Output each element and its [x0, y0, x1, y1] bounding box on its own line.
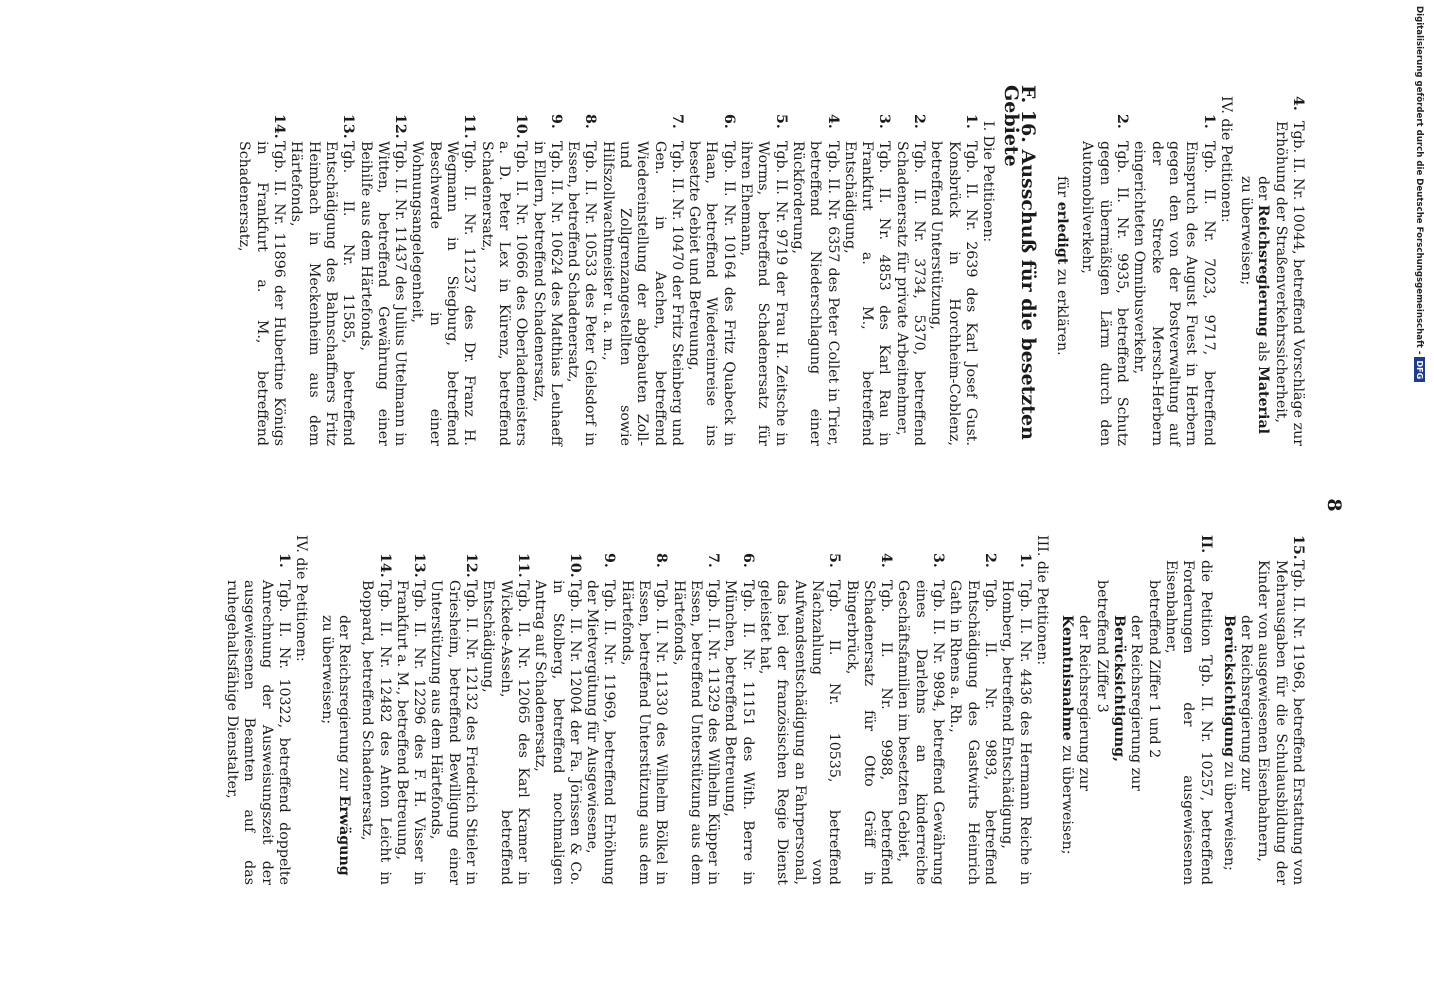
- item-text: Tgb. II. Nr. 12065 des Karl Kramer in Wickede-Asseln, betreffend Entschädigung,: [480, 580, 531, 885]
- item-text: Tgb. II. Nr. 11151 des With. Berre in München, betreffend Betreuung,: [722, 580, 756, 885]
- petition-item: [737, 96, 789, 446]
- item-number: 3.: [876, 114, 893, 129]
- decision-text: der Reichsregierung zur: [1128, 615, 1145, 791]
- decision-bold: Erwägung: [335, 795, 352, 876]
- item-text: Tgb. II. Nr. 10470 der Fritz Steinberg und Gen. in Aachen, betreffend Wiedereinstellung der abgebauten Zoll- und Zollgrenzangestellten sowie Hilfszollwachtmeister u. a. m.,: [599, 141, 685, 446]
- petition-item-15: [1254, 535, 1306, 885]
- decision-bold: Berücksichtigung: [1220, 615, 1237, 758]
- decision-bold: Material: [1255, 366, 1272, 435]
- item-text: Tgb. II. Nr. 10322, betreffend doppelte Anrechnung der Ausweisungszeit der ausgewiesenen Beamten auf das ruhegehaltsfähige Dienstalter,: [224, 580, 293, 885]
- item-number: 2.: [981, 553, 998, 568]
- petition-item: [946, 535, 998, 885]
- petition-item: [358, 535, 393, 885]
- decision: [1110, 535, 1145, 885]
- decision-text: der Reichsregierung zur: [335, 615, 352, 791]
- item-text: Tgb. II. Nr. 11968, betreffend Erstattung von Mehrausgaben für die Schulausbildung der Kinder von ausgewiesenen Eisenbahnern,: [1255, 560, 1306, 885]
- petition-item: [477, 96, 529, 446]
- decision-text: der: [1255, 176, 1272, 201]
- item-text: Tgb. II. Nr. 6357 des Peter Collet in Trier, betreffend Niederschlagung einer Rückforderung,: [789, 141, 841, 446]
- petition-item: [669, 535, 721, 885]
- part-label: betreffend Ziffer 1 und 2: [1145, 580, 1162, 759]
- item-text: Tgb. II. Nr. 3734, 5370, betreffend Schadenersatz für private Arbeitnehmer,: [893, 141, 928, 446]
- item-text: Tgb. II. Nr. 10533 des Peter Gielsdorf in Essen, betreffend Schadenersatz,: [565, 141, 599, 446]
- item-text: die Petition Tgb. II. Nr. 10257, betreffend Forderungen der ausgewiesenen Eisenbahner,: [1162, 560, 1214, 885]
- item-text: Tgb. II. Nr. 10624 des Matthias Leuhaeff in Ellern, betreffend Schadenersatz,: [530, 141, 564, 446]
- item-text: Tgb. II. Nr. 4436 des Hermann Reiche in Homberg, betreffend Entschädigung,: [999, 580, 1033, 885]
- item-number: 12.: [463, 553, 480, 578]
- section-heading: IV. die Petitionen:: [293, 535, 310, 662]
- item-text: Tgb. II. Nr. 11329 des Wilhelm Küpper in Essen, betreffend Unterstützung aus dem Härtefonds,: [670, 580, 722, 885]
- petition-item: [1130, 96, 1216, 446]
- item-text: Tgb. II. Nr. 12296 des F. H. Visser in Frankfurt a. M., betreffend Betreuung,: [393, 580, 428, 885]
- petition-section-ii: [1162, 535, 1214, 885]
- decision-text: der Reichsregierung zur: [1238, 615, 1255, 791]
- decision-bold: Berücksichtigung,: [1111, 615, 1128, 762]
- petition-item: [721, 535, 756, 885]
- item-number: 14.: [271, 114, 288, 139]
- item-number: 10.: [566, 553, 583, 578]
- petition-item: [427, 535, 479, 885]
- decision: [1220, 535, 1255, 885]
- petition-item: [598, 96, 684, 446]
- item-number: 3.: [930, 553, 947, 568]
- item-text: Tgb. II. Nr. 4853 des Karl Rau in Frankfurt a. M., betreffend Entschädigung,: [841, 141, 893, 446]
- page-number: 8: [1323, 498, 1345, 512]
- item-number: 5.: [772, 114, 789, 129]
- petition-item: [685, 96, 737, 446]
- item-number: 15.: [1290, 535, 1306, 560]
- item-number: 12.: [392, 114, 409, 139]
- item-number: 4.: [878, 553, 895, 568]
- petition-item: [287, 96, 356, 446]
- item-text: Tgb. II. Nr. 11437 des Julius Uttelmann in Witten, betreffend Gewährung einer Beihilfe aus dem Härtefonds,: [357, 141, 409, 446]
- item-number: 7.: [668, 114, 685, 129]
- item-number: 6.: [739, 553, 756, 568]
- decision: [1058, 535, 1093, 885]
- item-text: Tgb. II. Nr. 9894, betreffend Gewährung eines Darlehns an kinderreiche Geschäftsfamilien im besetzten Gebiet,: [895, 580, 947, 885]
- item-number: 9.: [601, 553, 618, 568]
- item-number: 8.: [582, 114, 599, 129]
- digitization-credit: [1414, 6, 1425, 386]
- decision-text: zu überweisen;: [1238, 176, 1255, 286]
- item-number: 11.: [461, 114, 478, 139]
- item-text: Tgb. II. Nr. 10044, betreffend Vorschläge zur Erhöhung der Straßenverkehrssicherheit,: [1272, 121, 1306, 446]
- item-text: Tgb. II. Nr. 11237 des Dr. Franz H. Wegmann in Siegburg, betreffend Beschwerde in einer Wohnungsangelegenheit,: [409, 141, 478, 446]
- petition-item: [408, 96, 477, 446]
- decision-text: der Reichsregierung zur: [1076, 615, 1093, 791]
- petition-item: [393, 535, 428, 885]
- section-heading: III. die Petitionen:: [1033, 535, 1050, 666]
- item-number: 13.: [411, 553, 428, 578]
- item-text: Tgb. II. Nr. 7023, 9717, betreffend Einspruch des August Fuest in Herbern gegen den von der Postverwaltung auf der Strecke Mersch-Herbern eingerichteten Omnibusverkehr,: [1131, 141, 1217, 446]
- petition-item: [789, 96, 841, 446]
- petition-item: [617, 535, 669, 885]
- item-number: 1.: [1200, 114, 1217, 129]
- petition-item: [892, 96, 927, 446]
- item-text: Tgb. II. Nr. 12482 des Anton Leicht in Boppard, betreffend Schadenersatz,: [359, 580, 393, 885]
- petition-item: [998, 535, 1033, 885]
- item-text: Tgb. II. Nr. 12132 des Friedrich Stieler in Griesheim, betreffend Bewilligung einer Unterstützung aus dem Härtefonds,: [428, 580, 480, 885]
- item-text: Tgb. II. Nr. 9719 der Frau H. Zeitsche in Worms, betreffend Schadenersatz für ihren Ehemann,: [738, 141, 789, 446]
- item-text: Tgb. II. Nr. 11330 des Wilhelm Bölkel in Essen, betreffend Unterstützung aus dem Härtefonds,: [618, 580, 670, 885]
- petition-item: [1078, 96, 1130, 446]
- item-number: 10.: [513, 114, 530, 139]
- decision-bold: Kenntnisnahme: [1059, 615, 1076, 741]
- petition-item: [894, 535, 946, 885]
- part-label: betreffend Ziffer 3: [1093, 580, 1110, 713]
- item-number: 13.: [340, 114, 357, 139]
- petition-item: [531, 535, 583, 885]
- item-number: 5.: [826, 553, 843, 568]
- item-number: 8.: [653, 553, 670, 568]
- committee-heading: F. 16. Ausschuß für die besetzten Gebiete: [999, 85, 1039, 440]
- decision-bold: Reichsregierung: [1255, 204, 1272, 337]
- item-number: 2.: [911, 114, 928, 129]
- left-column: [235, 85, 1306, 446]
- item-text: Tgb. II. Nr. 9893, betreffend Entschädigung des Gastwirts Heinrich Gath in Rhens a. Rh.,: [947, 580, 998, 885]
- decision-text: zu überweisen;: [1220, 761, 1237, 871]
- petition-item: [583, 535, 618, 885]
- petition-item: [356, 96, 408, 446]
- decision-text: zu überweisen;: [1059, 745, 1076, 855]
- item-number: 9.: [547, 114, 564, 129]
- petition-item: [841, 96, 893, 446]
- item-text: Tgb. II. Nr. 12004 der Fa. Jörissen & Co. in Stolberg, betreffend nochmaligen Antrag auf Schadenersatz,: [532, 580, 583, 885]
- item-text: Tgb. II. Nr. 11896 der Hubertine Königs in Frankfurt a. M., betreffend Schadenersatz,: [236, 141, 288, 446]
- item-text: Tgb. II. Nr. 10164 des Fritz Quabeck in Haan, betreffend Wiedereinreise ins besetzte Gebiet und Betreuung,: [686, 141, 737, 446]
- item-text: Tgb. II. Nr. 10535, betreffend Nachzahlung von Aufwandsentschädigung an Fahrpersonal, das bei der französischen Regie Dienst geleistet hat,: [757, 580, 843, 885]
- petition-item: [756, 535, 842, 885]
- item-text: Tgb. II. Nr. 11969, betreffend Erhöhung der Mietvergütung für Ausgewiesene,: [584, 580, 618, 885]
- item-number: 6.: [720, 114, 737, 129]
- item-number: 4.: [1290, 96, 1306, 111]
- decision-text: zu überweisen;: [318, 615, 335, 725]
- section-heading: IV. die Petitionen:: [1217, 96, 1234, 223]
- item-number: 14.: [376, 553, 393, 578]
- item-number: 2.: [1114, 114, 1131, 129]
- dfg-logo: DFG: [1414, 357, 1425, 382]
- item-number: 1.: [962, 114, 979, 129]
- right-column: [223, 535, 1306, 885]
- item-text: Tgb. II. Nr. 9988, betreffend Schadenersatz für Otto Gräff in Bingerbrück,: [843, 580, 895, 885]
- decision-text: für: [1054, 176, 1071, 198]
- item-number: 1.: [1016, 553, 1033, 568]
- credit-text: Digitalisierung gefördert durch die Deutsche Forschungsgemeinschaft -: [1414, 6, 1425, 355]
- petition-item: [927, 96, 979, 446]
- petition-item: [529, 96, 564, 446]
- section-label: II.: [1197, 535, 1214, 554]
- petition-item: [235, 96, 287, 446]
- item-number: 7.: [705, 553, 722, 568]
- petition-item: [842, 535, 894, 885]
- decision-bold: erledigt: [1054, 201, 1071, 265]
- item-text: Tgb. II. Nr. 9935, betreffend Schutz gegen übermäßigen Lärm durch den Automobilverkehr,: [1079, 141, 1131, 446]
- petition-item: [564, 96, 599, 446]
- petition-item: [223, 535, 292, 885]
- decision: [1053, 96, 1070, 446]
- item-number: 4.: [824, 114, 841, 129]
- decision-text: zu erklären.: [1054, 268, 1071, 356]
- decision: [317, 535, 352, 885]
- section-heading: I. Die Petitionen:: [980, 121, 997, 243]
- item-number: 11.: [514, 553, 531, 578]
- petition-item-4: [1271, 96, 1306, 446]
- petition-item: [479, 535, 531, 885]
- item-text: Tgb. II. Nr. 11585, betreffend Entschädigung des Bahnschaffners Fritz Heimbach in Meckenheim aus dem Härtefonds,: [288, 141, 357, 446]
- item-text: Tgb. II. Nr. 2639 des Karl Josef Gust. Konsbrück in Horchheim-Coblenz, betreffend Unterstützung,: [928, 141, 979, 446]
- item-text: Tgb. II. Nr. 10666 des Oberlademeisters a. D. Peter Lex in Kürenz, betreffend Schadenersatz,: [478, 141, 530, 446]
- decision: [1237, 96, 1272, 446]
- item-number: 1.: [276, 553, 293, 568]
- decision-text: als: [1255, 341, 1272, 362]
